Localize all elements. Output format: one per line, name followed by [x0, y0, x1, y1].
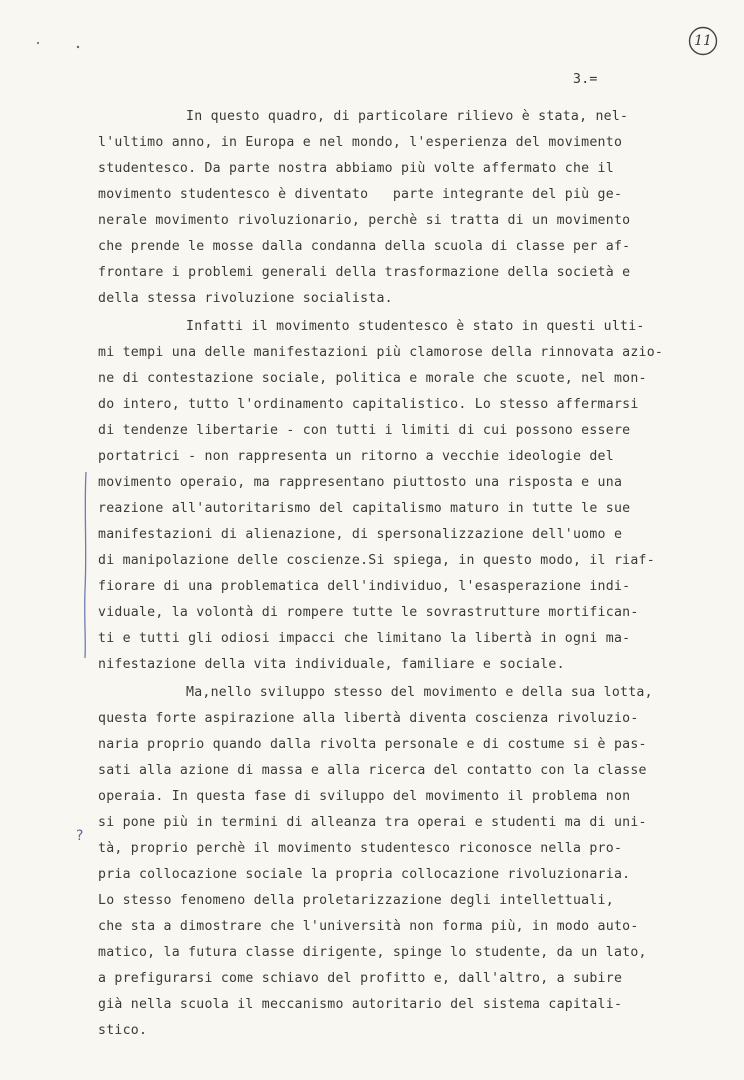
text-line: reazione all'autoritarismo del capitalismo maturo in tutte le sue: [98, 501, 631, 516]
archive-number: 11: [694, 33, 712, 49]
text-line: già nella scuola il meccanismo autoritario del sistema capitali-: [98, 997, 623, 1012]
text-line: Lo stesso fenomeno della proletarizzazione degli intellettuali,: [98, 893, 614, 908]
text-line: Infatti il movimento studentesco è stato in questi ulti-: [186, 319, 645, 334]
text-line: mi tempi una delle manifestazioni più clamorose della rinnovata azio-: [98, 345, 664, 360]
text-line: frontare i problemi generali della trasformazione della società e: [98, 265, 631, 280]
text-line: movimento studentesco è diventato parte integrante del più ge-: [98, 187, 623, 202]
text-line: nifestazione della vita individuale, familiare e sociale.: [98, 657, 565, 672]
text-line: che prende le mosse dalla condanna della scuola di classe per af-: [98, 239, 631, 254]
text-line: si pone più in termini di alleanza tra operai e studenti ma di uni-: [98, 815, 647, 830]
text-line: ti e tutti gli odiosi impacci che limitano la libertà in ogni ma-: [98, 631, 631, 646]
text-line: tà, proprio perchè il movimento studentesco riconosce nella pro-: [98, 841, 623, 856]
text-line: questa forte aspirazione alla libertà diventa coscienza rivoluzio-: [98, 711, 639, 726]
text-line: manifestazioni di alienazione, di spersonalizzazione dell'uomo e: [98, 527, 623, 542]
text-line: In questo quadro, di particolare rilievo è stata, nel-: [186, 109, 629, 124]
text-line: naria proprio quando dalla rivolta personale e di costume si è pas-: [98, 737, 647, 752]
text-line: pria collocazione sociale la propria collocazione rivoluzionaria.: [98, 867, 631, 882]
text-line: di manipolazione delle coscienze.Si spiega, in questo modo, il riaf-: [98, 553, 655, 568]
text-line: che sta a dimostrare che l'università non forma più, in modo auto-: [98, 919, 639, 934]
text-line: do intero, tutto l'ordinamento capitalistico. Lo stesso affermarsi: [98, 397, 639, 412]
text-line: della stessa rivoluzione socialista.: [98, 291, 393, 306]
text-line: matico, la futura classe dirigente, spinge lo studente, da un lato,: [98, 945, 647, 960]
text-line: movimento operaio, ma rappresentano piuttosto una risposta e una: [98, 475, 623, 490]
text-line: stico.: [98, 1023, 148, 1038]
text-line: portatrici - non rappresenta un ritorno a vecchie ideologie del: [98, 449, 614, 464]
text-line: Ma,nello sviluppo stesso del movimento e della sua lotta,: [186, 685, 653, 700]
text-line: nerale movimento rivoluzionario, perchè si tratta di un movimento: [98, 213, 631, 228]
text-line: sati alla azione di massa e alla ricerca del contatto con la classe: [98, 763, 647, 778]
margin-question-mark: ?: [76, 828, 84, 844]
text-line: fiorare di una problematica dell'individuo, l'esasperazione indi-: [98, 579, 631, 594]
text-line: studentesco. Da parte nostra abbiamo più volte affermato che il: [98, 161, 614, 176]
text-line: operaia. In questa fase di sviluppo del movimento il problema non: [98, 789, 631, 804]
text-line: a prefigurarsi come schiavo del profitto e, dall'altro, a subire: [98, 971, 623, 986]
margin-bracket-mark: [80, 470, 92, 660]
page-number: 3.=: [573, 72, 598, 87]
text-line: viduale, la volontà di rompere tutte le sovrastrutture mortifican-: [98, 605, 639, 620]
text-line: l'ultimo anno, in Europa e nel mondo, l'esperienza del movimento: [98, 135, 623, 150]
text-line: di tendenze libertarie - con tutti i limiti di cui possono essere: [98, 423, 631, 438]
text-line: ne di contestazione sociale, politica e morale che scuote, nel mon-: [98, 371, 647, 386]
archive-stamp: [687, 25, 719, 57]
